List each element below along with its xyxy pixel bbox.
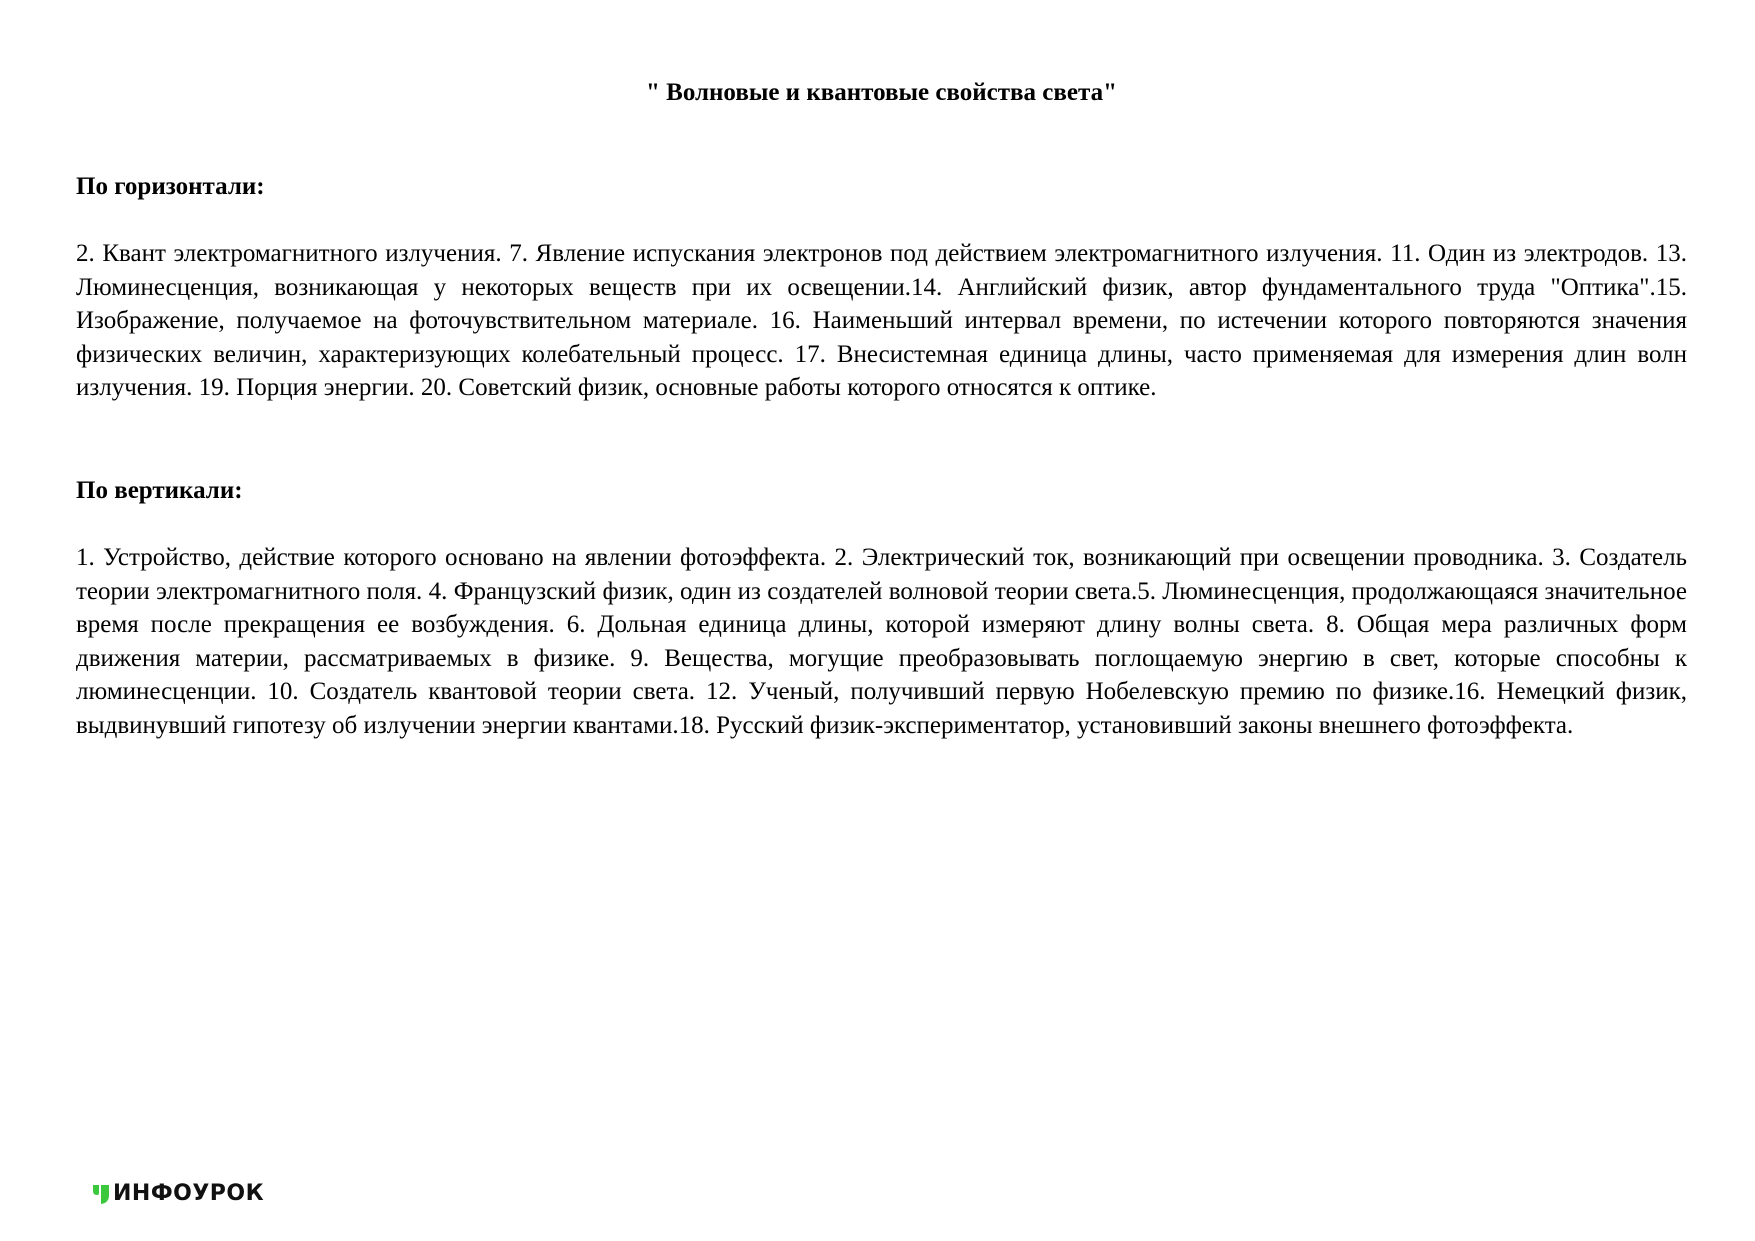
section-text-horizontal: 2. Квант электромагнитного излучения. 7. Явление испускания электронов под действием электромагнитного излучения. 11. Один из электродов. 13. Люминесценция, возникающая у некоторых веществ при их освещении.14. Английский физик, автор фундаментального труда "Оптика".15. Изображение, получаемое на фоточувствительном материале. 16. Наименьший интервал времени, по истечении которого повторяются значения физических величин, характеризующих колебательный процесс. 17. Внесистемная единица длины, часто применяемая для измерения длин волн излучения. 19. Порция энергии. 20. Советский физик, основные работы которого относятся к оптике. — [76, 240, 1687, 402]
infourok-leaf-icon — [92, 1183, 110, 1205]
section-heading-vertical: По вертикали: — [76, 477, 243, 504]
logo-text: ИНФОУРОК — [113, 1181, 265, 1206]
section-heading-horizontal: По горизонтали: — [76, 173, 265, 200]
section-text-vertical: 1. Устройство, действие которого основано на явлении фотоэффекта. 2. Электрический ток, возникающий при освещении проводника. 3. Создатель теории электромагнитного поля. 4. Французский физик, один из создателей волновой теории света.5. Люминесценция, продолжающаяся значительное время после прекращения ее возбуждения. 6. Дольная единица длины, которой измеряют длину волны света. 8. Общая мера различных форм движения материи, рассматриваемых в физике. 9. Вещества, могущие преобразовывать поглощаемую энергию в свет, которые способны к люминесценции. 10. Создатель квантовой теории света. 12. Ученый, получивший первую Нобелевскую премию по физике.16. Немецкий физик, выдвинувший гипотезу об излучении энергии квантами.18. Русский физик-экспериментатор, установивший законы внешнего фотоэффекта. — [76, 544, 1687, 739]
document-title: " Волновые и квантовые свойства света" — [646, 79, 1117, 106]
infourok-logo — [92, 1182, 264, 1206]
